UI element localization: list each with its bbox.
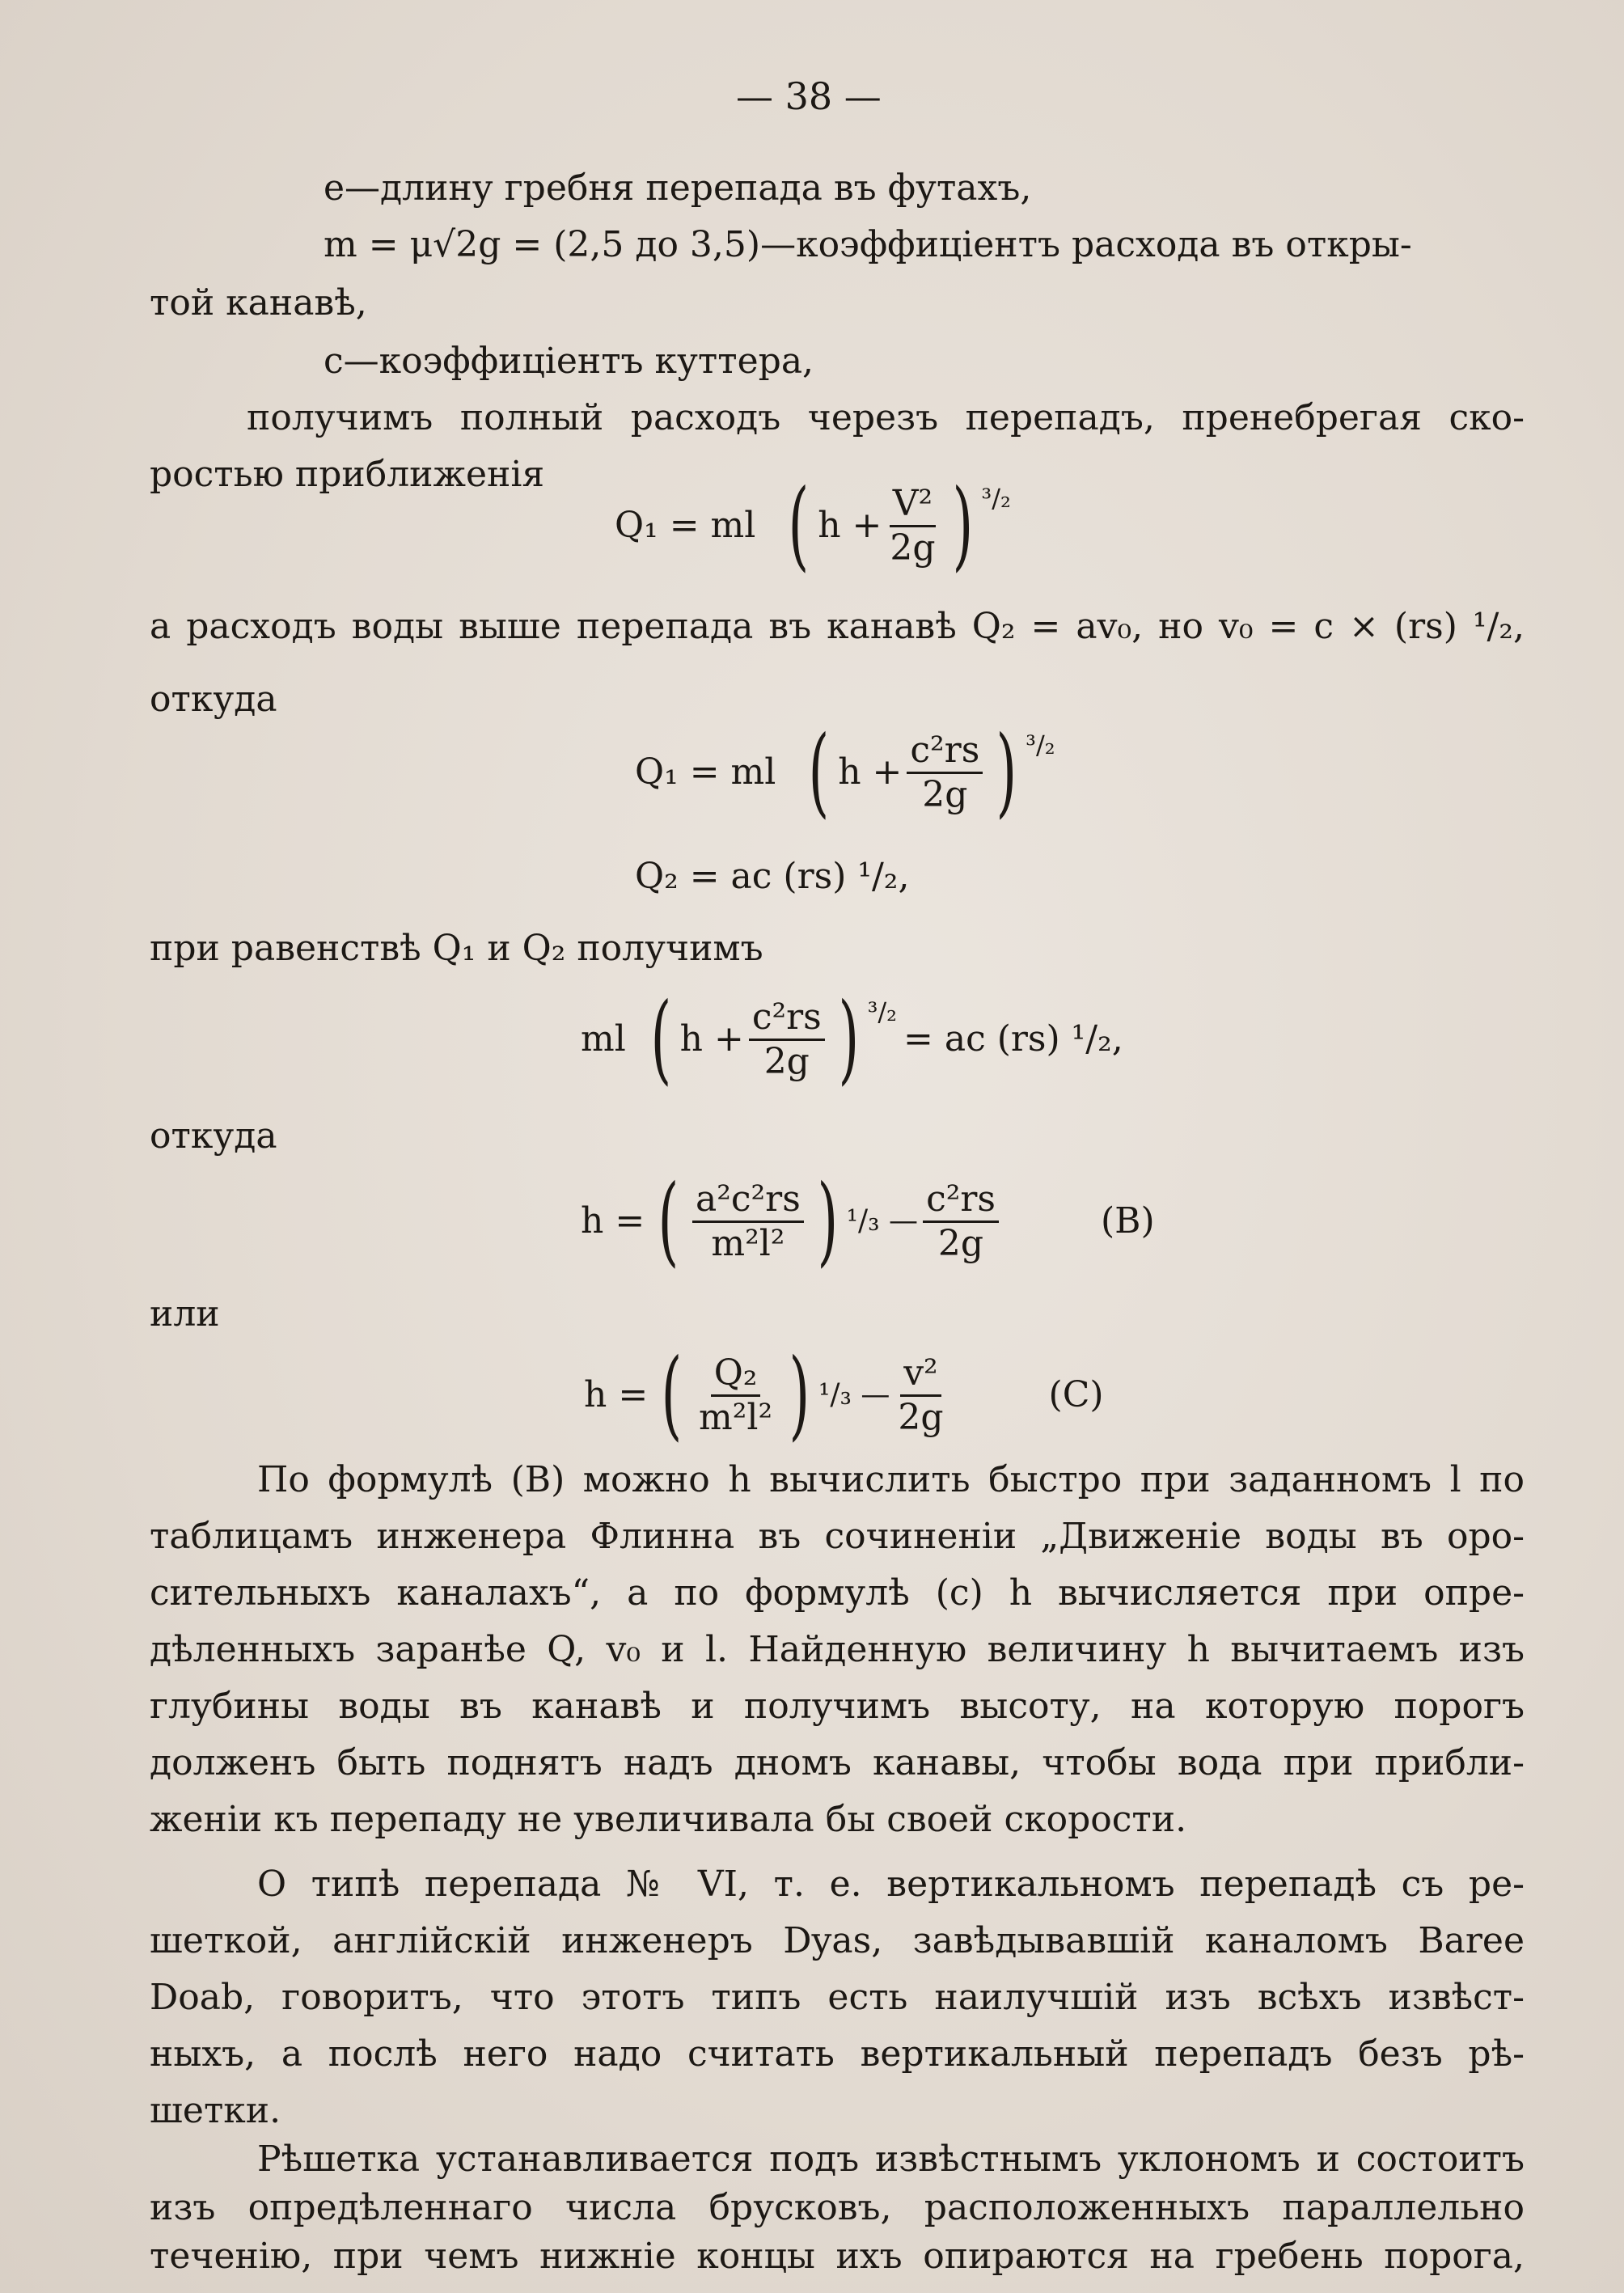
eq1-numerator: V² <box>890 486 936 527</box>
eq1-lhs: Q₁ = ml <box>615 505 756 546</box>
line-c: с—коэффиціентъ куттера, <box>324 341 814 382</box>
line-m <box>324 217 1520 273</box>
equation-4 <box>581 983 1123 1095</box>
paragraph-4: откуда <box>150 1115 277 1157</box>
eq2-lhs: Q₁ = ml <box>635 751 776 793</box>
paragraph-5: или <box>150 1293 220 1335</box>
eq2-right-paren: ) <box>996 716 1017 828</box>
eq6-left-paren: ( <box>661 1339 683 1451</box>
line-m-sqrt: √2g <box>433 224 501 265</box>
eq5-numerator-2: c²rs <box>923 1182 999 1223</box>
eq5-right-paren: ) <box>817 1165 839 1277</box>
line-m-mu: m = μ <box>324 224 433 265</box>
eq4-fraction <box>749 996 825 1082</box>
eq6-exponent: ¹/₃ — <box>818 1378 890 1411</box>
eq5-lhs: h = <box>581 1200 645 1242</box>
eq4-left-paren: ( <box>650 983 672 1095</box>
eq6-lhs: h = <box>584 1374 649 1415</box>
eq2-h: h + <box>838 751 903 793</box>
paragraph-2-line-2: откуда <box>150 679 277 720</box>
eq1-exponent: ³/₂ <box>981 483 1011 514</box>
eq2-left-paren: ( <box>808 716 830 828</box>
line-m-continued: той канавѣ, <box>150 282 367 324</box>
eq1-fraction <box>886 482 938 569</box>
eq4-exponent: ³/₂ <box>867 996 897 1027</box>
equation-1 <box>615 469 1011 582</box>
eq2-denominator: 2g <box>922 773 968 815</box>
eq6-tag: (C) <box>1048 1374 1104 1415</box>
eq6-denominator: m²l² <box>699 1396 773 1438</box>
eq1-h: h + <box>818 505 882 546</box>
paragraph-7-line-2: шеткой, англійскій инженеръ Dyas, завѣдывавшій каналомъ Baree <box>150 1920 1525 1961</box>
paragraph-2-line-1: а расходъ воды выше перепада въ канавѣ Q₂ = av₀, но v₀ = c × (rs) ¹/₂, <box>150 606 1525 647</box>
eq6-fraction <box>696 1352 776 1438</box>
equation-3: Q₂ = ac (rs) ¹/₂, <box>635 856 910 897</box>
eq6-numerator: Q₂ <box>711 1356 761 1397</box>
paragraph-1-line-2: ростью приближенія <box>150 454 545 495</box>
paragraph-6-line-6: долженъ быть поднятъ надъ дномъ канавы, чтобы вода при прибли- <box>150 1742 1525 1783</box>
eq4-lhs: ml <box>581 1018 626 1060</box>
eq1-denominator: 2g <box>890 527 936 569</box>
eq2-exponent: ³/₂ <box>1026 730 1055 760</box>
line-m-rest: = (2,5 до 3,5)—коэффиціентъ расхода въ откры- <box>512 224 1412 265</box>
paragraph-8-line-1-visible: Рѣшетка устанавливается подъ извѣстнымъ уклономъ и состоитъ <box>257 2139 1525 2180</box>
paragraph-6-line-4: дѣленныхъ заранѣе Q, v₀ и l. Найденную величину h вычитаемъ изъ <box>150 1629 1525 1670</box>
paragraph-6-line-1: По формулѣ (B) можно h вычислить быстро при заданномъ l по <box>257 1459 1525 1500</box>
eq4-denominator: 2g <box>763 1040 810 1082</box>
paragraph-7-line-5: шетки. <box>150 2090 281 2131</box>
eq6-fraction-2 <box>894 1352 946 1438</box>
paragraph-7-line-3: Doab, говоритъ, что этотъ типъ есть наилучшій изъ всѣхъ извѣст- <box>150 1977 1525 2018</box>
equation-6 <box>584 1339 1104 1451</box>
paragraph-7-line-1: О типѣ перепада № VI, т. е. вертикальномъ перепадѣ съ ре- <box>257 1864 1525 1905</box>
eq4-h: h + <box>679 1018 744 1060</box>
eq2-fraction <box>907 729 983 815</box>
eq1-left-paren: ( <box>788 469 810 582</box>
paragraph-6-line-3: сительныхъ каналахъ“, а по формулѣ (c) h вычисляется при опре- <box>150 1572 1525 1614</box>
paragraph-7-line-4: ныхъ, а послѣ него надо считать вертикальный перепадъ безъ рѣ- <box>150 2033 1525 2075</box>
eq5-tag: (B) <box>1100 1200 1155 1242</box>
eq6-right-paren: ) <box>789 1339 810 1451</box>
paragraph-6-line-5: глубины воды въ канавѣ и получимъ высоту, на которую порогъ <box>150 1686 1525 1727</box>
paragraph-6-line-7: женіи къ перепаду не увеличивала бы своей скорости. <box>150 1799 1187 1840</box>
eq6-numerator-2: v² <box>900 1356 941 1397</box>
eq5-numerator: a²c²rs <box>692 1182 804 1223</box>
paragraph-1-line-1: получимъ полный расходъ черезъ перепадъ, пренебрегая ско- <box>247 397 1525 438</box>
line-e: е—длину гребня перепада въ футахъ, <box>324 167 1032 209</box>
eq5-denominator: m²l² <box>711 1222 785 1264</box>
eq5-exponent: ¹/₃ — <box>846 1204 919 1237</box>
paragraph-8-line-3: теченію, при чемъ нижніе концы ихъ опираются на гребень порога, <box>150 2236 1525 2277</box>
page-number: — 38 — <box>736 74 882 118</box>
eq4-right-paren: ) <box>838 983 860 1095</box>
eq6-denominator-2: 2g <box>898 1396 944 1438</box>
equation-2 <box>635 716 1055 828</box>
eq4-rhs: = ac (rs) ¹/₂, <box>903 1018 1123 1060</box>
eq2-numerator: c²rs <box>907 733 983 774</box>
eq4-numerator: c²rs <box>749 1000 825 1041</box>
eq5-fraction <box>692 1178 804 1264</box>
equation-5 <box>581 1165 1155 1277</box>
eq5-left-paren: ( <box>658 1165 679 1277</box>
eq5-fraction-2 <box>923 1178 999 1264</box>
paragraph-6-line-2: таблицамъ инженера Флинна въ сочиненіи „Движеніе воды въ оро- <box>150 1516 1525 1557</box>
eq1-right-paren: ) <box>952 469 973 582</box>
paragraph-3: при равенствѣ Q₁ и Q₂ получимъ <box>150 928 763 969</box>
paragraph-8-line-2: изъ опредѣленнаго числа брусковъ, расположенныхъ параллельно <box>150 2187 1525 2228</box>
eq5-denominator-2: 2g <box>937 1222 984 1264</box>
